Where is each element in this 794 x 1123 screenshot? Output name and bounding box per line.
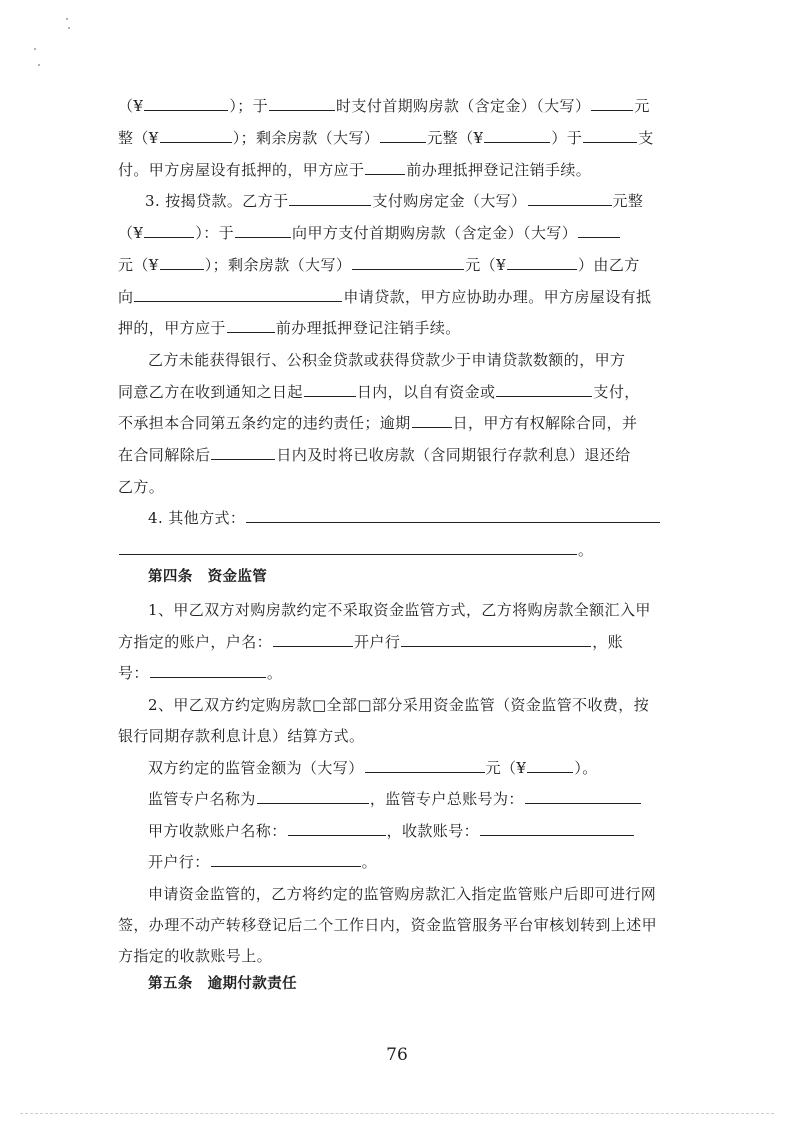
text-line: 3. 按揭贷款。乙方于 支付购房定金（大写） 元整 bbox=[145, 192, 644, 210]
blank-field[interactable] bbox=[246, 508, 660, 523]
text-line: 号： 。 bbox=[118, 664, 283, 682]
blank-field[interactable] bbox=[507, 255, 577, 270]
blank-field[interactable] bbox=[235, 223, 291, 238]
blank-field[interactable] bbox=[119, 540, 577, 555]
text-line: 不承担本合同第五条约定的违约责任；逾期 日，甲方有权解除合同，并 bbox=[118, 414, 638, 432]
section-heading: 第四条 资金监管 bbox=[148, 569, 268, 585]
text-line: 双方约定的监管金额为（大写） 元（¥ ）。 bbox=[148, 759, 598, 777]
text-line: （¥ ）：于 向甲方支付首期购房款（含定金）（大写） bbox=[118, 223, 621, 243]
text-line: 签，办理不动产转移登记后二个工作日内，资金监管服务平台审核划转到上述甲 bbox=[118, 916, 658, 934]
text-line: 整（¥ ）；剩余房款（大写） 元整（¥ ）于 支 bbox=[118, 129, 654, 147]
footer-divider bbox=[20, 1113, 774, 1114]
blank-field[interactable] bbox=[289, 191, 371, 206]
blank-field[interactable] bbox=[578, 223, 620, 238]
blank-field[interactable] bbox=[525, 789, 641, 804]
text-line: 押的，甲方应于 前办理抵押登记注销手续。 bbox=[118, 319, 461, 337]
text-line: 付。甲方房屋设有抵押的，甲方应于 前办理抵押登记注销手续。 bbox=[118, 161, 592, 179]
text-line: 4. 其他方式： bbox=[148, 508, 661, 528]
blank-field[interactable] bbox=[211, 445, 275, 460]
blank-field[interactable] bbox=[484, 128, 550, 143]
text-line: 1、甲乙双方对购房款约定不采取资金监管方式，乙方将购房款全额汇入甲 bbox=[148, 601, 651, 619]
blank-field[interactable] bbox=[257, 789, 369, 804]
blank-field[interactable] bbox=[380, 128, 426, 143]
blank-field[interactable] bbox=[496, 382, 592, 397]
section-heading: 第五条 逾期付款责任 bbox=[148, 976, 297, 992]
blank-field[interactable] bbox=[591, 96, 633, 111]
blank-field[interactable] bbox=[160, 255, 204, 270]
text-line: 同意乙方在收到通知之日起 日内，以自有资金或 支付， bbox=[118, 383, 640, 401]
text-line: 乙方。 bbox=[118, 478, 165, 496]
blank-field[interactable] bbox=[269, 96, 335, 111]
text-line: 银行同期存款利息计息）结算方式。 bbox=[118, 727, 365, 745]
page-number: 76 bbox=[386, 1045, 408, 1065]
text-line: 乙方未能获得银行、公积金贷款或获得贷款少于申请贷款数额的，甲方 bbox=[148, 351, 626, 369]
text-line: （¥ ）；于 时支付首期购房款（含定金）（大写） 元 bbox=[118, 97, 650, 115]
blank-field[interactable] bbox=[134, 287, 342, 302]
blank-field[interactable] bbox=[150, 663, 266, 678]
blank-field[interactable] bbox=[527, 758, 573, 773]
text-line: 。 bbox=[118, 540, 593, 560]
blank-field[interactable] bbox=[273, 632, 353, 647]
blank-field[interactable] bbox=[401, 632, 591, 647]
blank-field[interactable] bbox=[583, 128, 637, 143]
text-line: 方指定的账户，户名： 开户行 ，账 bbox=[118, 633, 624, 651]
blank-field[interactable] bbox=[288, 821, 386, 836]
text-line: 2、甲乙双方约定购房款□全部□部分采用资金监管（资金监管不收费，按 bbox=[148, 696, 650, 714]
blank-field[interactable] bbox=[528, 191, 612, 206]
text-line: 向 申请贷款，甲方应协助办理。甲方房屋设有抵 bbox=[118, 288, 652, 306]
text-line: 甲方收款账户名称： ，收款账号： bbox=[148, 821, 635, 841]
blank-field[interactable] bbox=[365, 758, 485, 773]
blank-field[interactable] bbox=[480, 821, 634, 836]
blank-field[interactable] bbox=[144, 96, 228, 111]
text-line: 开户行： 。 bbox=[148, 853, 378, 871]
blank-field[interactable] bbox=[304, 382, 356, 397]
text-line: 监管专户名称为 ，监管专户总账号为： bbox=[148, 789, 642, 809]
text-line: 申请资金监管的，乙方将约定的监管购房款汇入指定监管账户后即可进行网 bbox=[148, 885, 657, 903]
blank-field[interactable] bbox=[160, 128, 232, 143]
blank-field[interactable] bbox=[365, 160, 405, 175]
blank-field[interactable] bbox=[144, 223, 194, 238]
text-line: 方指定的收款账号上。 bbox=[118, 947, 273, 965]
blank-field[interactable] bbox=[352, 255, 464, 270]
blank-field[interactable] bbox=[211, 852, 361, 867]
text-line: 元（¥ ）；剩余房款（大写） 元（¥ ）由乙方 bbox=[118, 256, 640, 274]
text-line: 在合同解除后 日内及时将已收房款（含同期银行存款利息）退还给 bbox=[118, 446, 631, 464]
blank-field[interactable] bbox=[227, 318, 275, 333]
blank-field[interactable] bbox=[412, 413, 452, 428]
